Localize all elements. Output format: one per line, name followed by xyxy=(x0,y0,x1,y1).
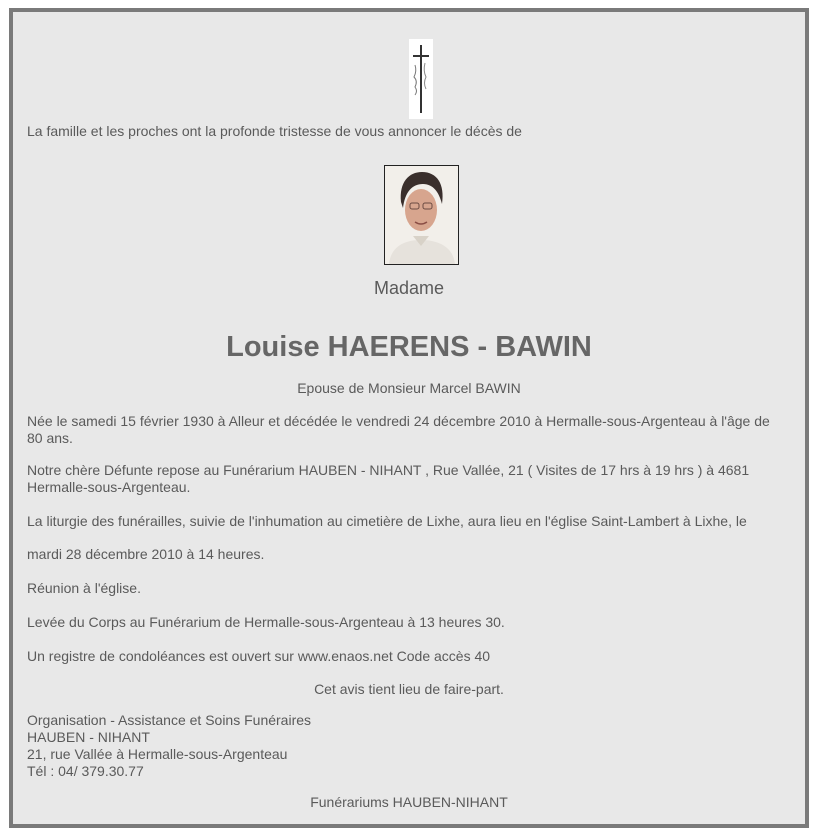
liturgy-paragraph: La liturgie des funérailles, suivie de l'inhumation au cimetière de Lixhe, aura lieu en l'église Saint-Lambert à Lixhe, le xyxy=(27,513,747,529)
organisation-line: Organisation - Assistance et Soins Funéraires xyxy=(27,712,312,728)
register-text: Un registre de condoléances est ouvert sur www.enaos.net Code accès 40 xyxy=(27,648,491,664)
intro-text: La famille et les proches ont la profonde tristesse de vous annoncer le décès de xyxy=(27,123,522,139)
notice-text: Cet avis tient lieu de faire-part. xyxy=(314,681,504,697)
spouse-line: Epouse de Monsieur Marcel BAWIN xyxy=(297,380,521,396)
cross-icon xyxy=(409,39,433,119)
portrait-photo xyxy=(384,165,459,265)
footer-text: Funérariums HAUBEN-NIHANT xyxy=(310,794,508,810)
levee-text: Levée du Corps au Funérarium de Hermalle-sous-Argenteau à 13 heures 30. xyxy=(27,614,505,630)
liturgy-date: mardi 28 décembre 2010 à 14 heures. xyxy=(27,546,265,562)
organisation-name: HAUBEN - NIHANT xyxy=(27,729,150,745)
deceased-name: Louise HAERENS - BAWIN xyxy=(226,331,592,363)
organisation-phone: Tél : 04/ 379.30.77 xyxy=(27,763,144,779)
obituary-card xyxy=(9,8,809,828)
honorific: Madame xyxy=(373,278,445,298)
meeting-text: Réunion à l'église. xyxy=(27,580,141,596)
organisation-address: 21, rue Vallée à Hermalle-sous-Argenteau xyxy=(27,746,288,762)
birth-death-paragraph: Née le samedi 15 février 1930 à Alleur et décédée le vendredi 24 décembre 2010 à Hermalle-sous-Argenteau à l'âge de 80 ans. xyxy=(27,413,770,446)
rests-paragraph: Notre chère Défunte repose au Funérarium HAUBEN - NIHANT , Rue Vallée, 21 ( Visites de 17 hrs à 19 hrs ) à 4681 Hermalle-sous-Argenteau. xyxy=(27,462,750,495)
